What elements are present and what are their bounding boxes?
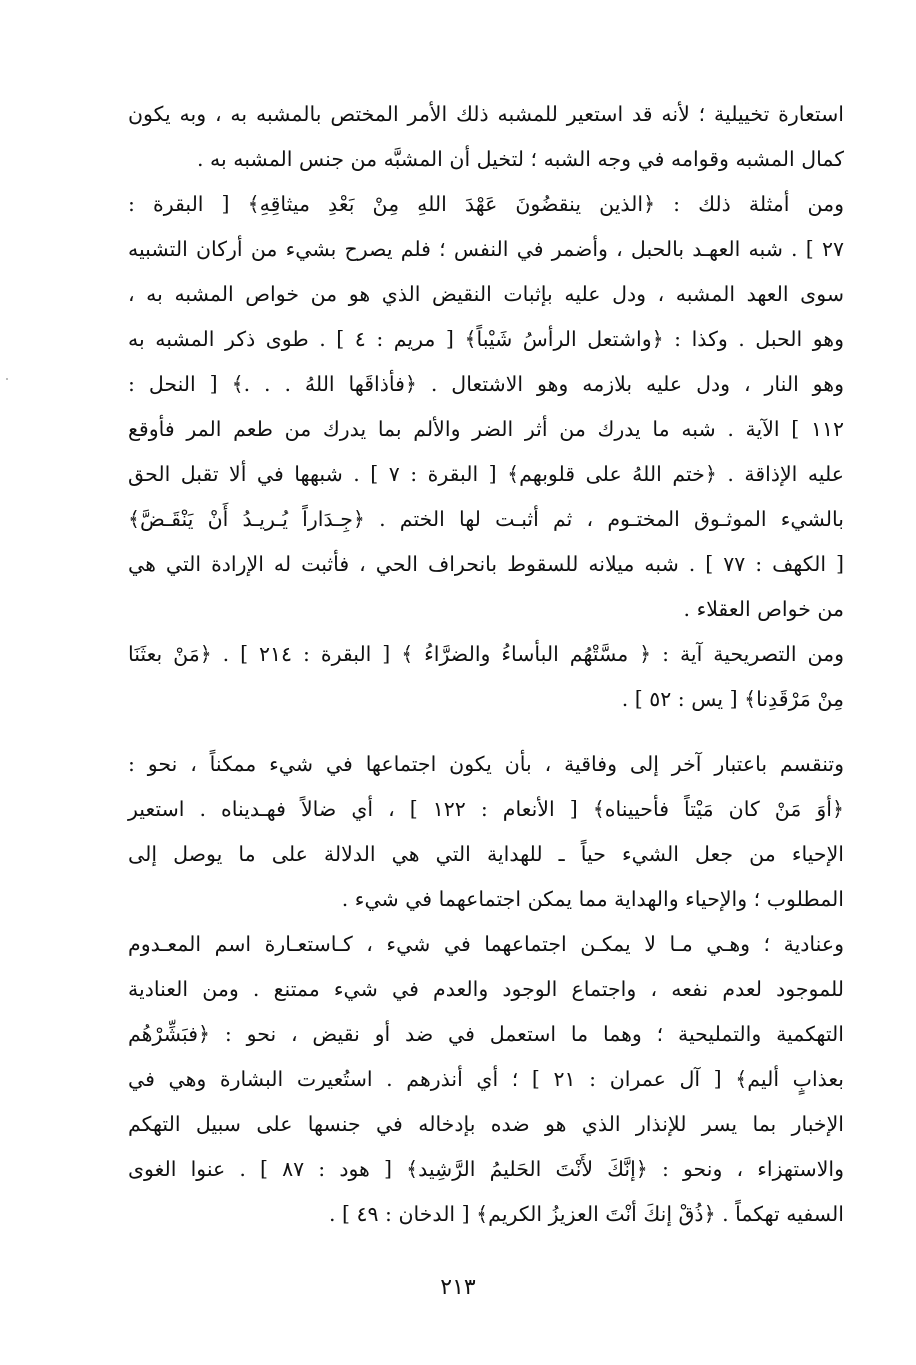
page-body (128, 92, 844, 1237)
text-line: من خواص العقلاء . (683, 597, 844, 621)
text-line: وهو النار ، ودل عليه بلازمه وهو الاشتعال . ﴿فأذاقَها اللهُ . . .﴾ [ النحل : (128, 372, 844, 396)
text-line: ومن التصريحية آية : ﴿ مسَّتْهُم البأساءُ والضرَّاءُ ﴾ [ البقرة : ٢١٤ ] . ﴿مَنْ بعثَنَا (128, 642, 845, 666)
text-line: ﴿أوَ مَنْ كان مَيْتاً فأحييناه﴾ [ الأنعام : ١٢٢ ] ، أي ضالاً فهـديناه . استعير (128, 797, 844, 821)
text-line: الإخبار بما يسر للإنذار الذي هو ضده بإدخاله في جنسها على سبيل التهكم (128, 1112, 844, 1136)
paragraph (128, 742, 844, 922)
text-line: [ الكهف : ٧٧ ] . شبه ميلانه للسقوط بانحراف الحي ، فأثبت له الإرادة التي هي (128, 552, 844, 576)
text-line: التهكمية والتمليحية ؛ وهما ما استعمل في ضد أو نقيض ، نحو : ﴿فبَشِّرْهُم (128, 1022, 844, 1046)
paragraph (128, 922, 844, 1237)
paragraph (128, 632, 844, 722)
text-line: والاستهزاء ، ونحو : ﴿إنَّكَ لأَنْتَ الحَليمُ الرَّشِيد﴾ [ هود : ٨٧ ] . عنوا الغوى (128, 1157, 844, 1181)
text-line: وتنقسم باعتبار آخر إلى وفاقية ، بأن يكون اجتماعها في شيء ممكناً ، نحو : (128, 752, 844, 776)
text-line: بعذابٍ أليم﴾ [ آل عمران : ٢١ ] ؛ أي أنذرهم . استُعيرت البشارة وهي في (128, 1067, 845, 1091)
text-line: استعارة تخييلية ؛ لأنه قد استعير للمشبه ذلك الأمر المختص بالمشبه به ، وبه يكون (128, 102, 844, 126)
text-line: وعنادية ؛ وهـي مـا لا يمكـن اجتماعهما في شيء ، كـاستعـارة اسم المعـدوم (128, 932, 844, 956)
text-line: سوى العهد المشبه ، ودل عليه بإثبات النقيض الذي هو من خواص المشبه به ، (128, 282, 844, 306)
text-line: عليه الإذاقة . ﴿ختم اللهُ على قلوبهم﴾ [ البقرة : ٧ ] . شبهها في ألا تقبل الحق (128, 462, 845, 486)
text-line: ٢٧ ] . شبه العهـد بالحبل ، وأضمر في النفس ؛ فلم يصرح بشيء من أركان التشبيه (128, 237, 844, 261)
text-line: للموجود لعدم نفعه ، واجتماع الوجود والعدم في شيء ممتنع . ومن العنادية (128, 977, 844, 1001)
text-line: السفيه تهكماً . ﴿ذُقْ إنكَ أنْتَ العزيزُ الكريم﴾ [ الدخان : ٤٩ ] . (328, 1202, 844, 1226)
margin-speck (6, 378, 8, 380)
text-line: مِنْ مَرْقَدِنا﴾ [ يس : ٥٢ ] . (621, 687, 844, 711)
text-line: وهو الحبل . وكذا : ﴿واشتعل الرأسُ شَيْباً﴾ [ مريم : ٤ ] . طوى ذكر المشبه به (128, 327, 845, 351)
paragraph-gap (128, 722, 844, 742)
paragraph (128, 182, 844, 632)
paragraph (128, 92, 844, 182)
text-line: الإحياء من جعل الشيء حياً ـ للهداية التي هي الدلالة على ما يوصل إلى (128, 842, 844, 866)
text-line: المطلوب ؛ والإحياء والهداية مما يمكن اجتماعهما في شيء . (341, 887, 844, 911)
text-line: بالشيء الموثـوق المختـوم ، ثم أثبـت لها الختم . ﴿جِـدَاراً يُـريـدُ أَنْ يَنْقَـضَّ﴾ (128, 507, 844, 531)
text-line: كمال المشبه وقوامه في وجه الشبه ؛ لتخيل أن المشبَّه من جنس المشبه به . (196, 147, 844, 171)
text-line: ١١٢ ] الآية . شبه ما يدرك من أثر الضر والألم بما يدرك من طعم المر فأوقع (128, 417, 844, 441)
page-number: ٢١٣ (440, 1275, 476, 1300)
text-line: ومن أمثلة ذلك : ﴿الذين ينقضُونَ عَهْدَ اللهِ مِنْ بَعْدِ ميثاقِهِ﴾ [ البقرة : (128, 192, 844, 216)
